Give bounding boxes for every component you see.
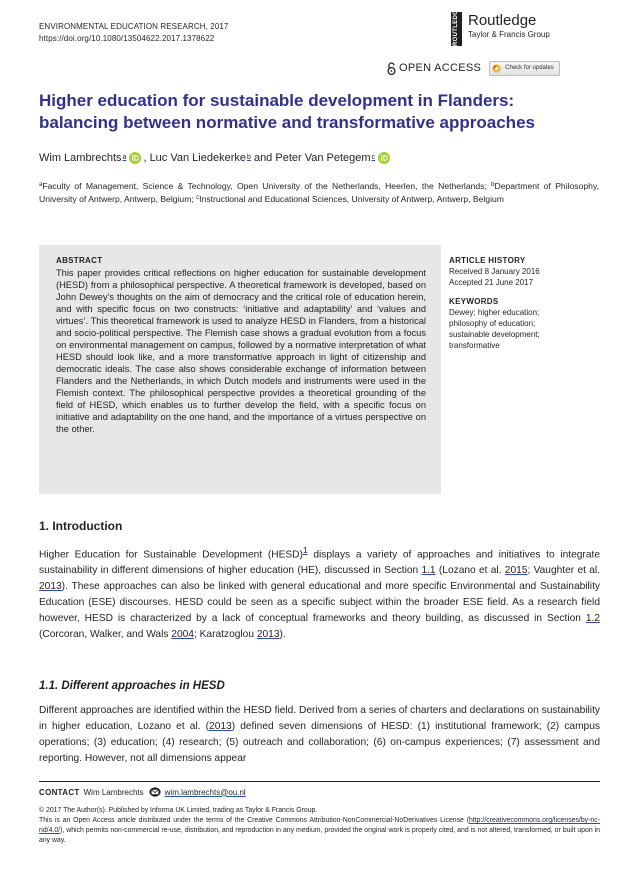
affiliation-marker: c xyxy=(196,195,200,201)
affiliation-marker: a xyxy=(39,182,43,188)
author-affiliation-marker[interactable]: c xyxy=(371,154,376,161)
author-name[interactable]: Luc Van Liedekerke xyxy=(149,152,246,164)
body-text-segment: ). These approaches can also be linked with general educational and more specific Environmental and Sustainability Education (ESE) discourses. HESD could be seen as a specific subject within the broader ESE field. As a research field however, HESD is characterized by a lack of conceptual frameworks and theory building, as discussed in Section xyxy=(39,581,600,625)
open-access-label: OPEN ACCESS xyxy=(399,62,482,74)
citation-link[interactable]: 2013 xyxy=(39,581,62,593)
abstract-text: This paper provides critical reflections on higher education for sustainable development (HESD) from a philosophical perspective. A theoretical framework is developed, based on John Dewey’s thoughts on the aim of democracy and the critical role of education herein, and with specific focus on two constructs: ‘initiative and adaptability’ and ‘values and virtues’. This theoretical framework is used to analyze HESD in Flanders, from a historical and socio-political perspective. The Flemish case shows a gradual evolution from a focus on environmental management on campus, followed by a normative interpretation of what HESD should look like, and a more transformative approach in light of citizenship and democratic ideals. The case also shows considerable exchange of information between Flanders and the Netherlands, in which Dutch models and instruments were used in the Flemish context. The philosophical perspective provides a theoretical grounding of the field of HESD, which enables us to further develop the field, with a specific focus on initiative and adaptability on the one hand, and the importance of a virtues perspective on the other. xyxy=(56,268,426,434)
check-for-updates-button[interactable] xyxy=(489,61,560,76)
article-info-column xyxy=(449,255,599,351)
crossmark-icon xyxy=(492,64,501,73)
introduction-paragraph xyxy=(39,542,600,643)
footer-license xyxy=(39,806,600,846)
section-link[interactable]: 1.1 xyxy=(421,565,436,577)
abstract-heading: ABSTRACT xyxy=(56,256,103,265)
keywords-line: sustainable development; xyxy=(449,330,540,339)
author-list xyxy=(39,151,392,165)
affiliation-text xyxy=(39,179,599,205)
publisher-group: Taylor & Francis Group xyxy=(468,30,550,39)
keywords-line: transformative xyxy=(449,341,500,350)
article-title-line-2: balancing between normative and transformative approaches xyxy=(39,113,535,132)
citation-link[interactable]: 2013 xyxy=(209,721,232,732)
publisher-name: Routledge xyxy=(468,12,537,29)
open-lock-icon xyxy=(387,62,396,75)
contact-row xyxy=(39,786,246,798)
section-heading-introduction: 1. Introduction xyxy=(39,519,123,533)
footer-divider xyxy=(39,781,600,782)
body-text-segment: ; Vaughter et al. xyxy=(527,565,600,577)
publisher-logo xyxy=(451,5,591,46)
article-title-line-1: Higher education for sustainable development in Flanders: xyxy=(39,91,515,110)
citation-link[interactable]: 2004 xyxy=(171,629,194,641)
author-separator: and xyxy=(250,152,276,164)
license-text-segment: This is an Open Access article distributed under the terms of the Creative Commons Attribution-NonCommercial-NoDerivatives License ( xyxy=(39,817,470,824)
affiliation-marker: b xyxy=(491,182,495,188)
license-text xyxy=(39,816,600,846)
author-separator: , xyxy=(143,152,150,164)
article-title xyxy=(39,90,599,134)
approaches-paragraph xyxy=(39,703,600,767)
author-affiliation-marker[interactable]: a xyxy=(122,154,127,161)
body-text-segment: displays a variety of approaches and initiatives to integrate sustainability in different dimensions of higher education (HE), discussed in Section xyxy=(39,549,600,577)
body-text-segment: ; Karatzoglou xyxy=(193,629,257,641)
journal-meta xyxy=(39,21,228,45)
publisher-logo-text xyxy=(468,12,550,40)
body-text-segment: (Corcoran, Walker, and Wals xyxy=(39,629,172,641)
check-for-updates-label: Check for updates xyxy=(505,65,554,71)
copyright-text: © 2017 The Author(s). Published by Informa UK Limited, trading as Taylor & Francis Group. xyxy=(39,807,318,814)
keywords-line: Dewey; higher education; xyxy=(449,308,540,317)
body-text-segment: ) defined seven dimensions of HESD: (1) institutional framework; (2) campus operations; (3) education; (4) research; (5) outreach and collaboration; (6) on-campus experiences; (7) assessment and reporting. However, not all dimensions appear xyxy=(39,721,600,764)
author-name[interactable]: Peter Van Petegem xyxy=(275,152,371,164)
accepted-date: Accepted 21 June 2017 xyxy=(449,278,534,287)
orcid-icon[interactable] xyxy=(129,152,141,164)
license-text-segment: ), which permits non-commercial re-use, distribution, and reproduction in any medium, provided the original work is properly cited, and is not altered, transformed, or built upon in any way. xyxy=(39,827,600,844)
keywords-heading: KEYWORDS xyxy=(449,297,499,306)
keywords-line: philosophy of education; xyxy=(449,319,536,328)
open-access-row xyxy=(387,60,560,76)
citation-link[interactable]: 2013 xyxy=(256,629,280,641)
body-text-segment: Higher Education for Sustainable Development (HESD) xyxy=(39,549,303,561)
contact-email-link[interactable]: wim.lambrechts@ou.nl xyxy=(164,787,246,797)
license-link[interactable]: http://creativecommons.org/licenses/by-nc-nd/4.0/ xyxy=(39,817,600,834)
body-text-segment: ). xyxy=(279,629,286,641)
section-link[interactable]: 1.2 xyxy=(585,613,600,625)
affiliation-b: Department of Philosophy, University of Antwerp, Antwerp, Belgium; xyxy=(39,181,599,204)
abstract-box xyxy=(39,245,441,494)
author-name[interactable]: Wim Lambrechts xyxy=(39,152,122,164)
contact-label: CONTACT xyxy=(39,787,80,797)
body-text-segment: Different approaches are identified within the HESD field. Derived from a series of charters and declarations on sustainability in higher education, Lozano et al. ( xyxy=(39,705,600,732)
subsection-heading-approaches: 1.1. Different approaches in HESD xyxy=(39,680,225,692)
footnote-link[interactable]: 1 xyxy=(302,545,308,555)
journal-name: ENVIRONMENTAL EDUCATION RESEARCH, 2017 xyxy=(39,22,229,31)
body-text-segment: (Lozano et al. xyxy=(435,565,505,577)
received-date: Received 8 January 2016 xyxy=(449,267,540,276)
contact-name: Wim Lambrechts xyxy=(83,787,144,797)
doi-link[interactable]: https://doi.org/10.1080/13504622.2017.1378622 xyxy=(39,34,215,43)
affiliation-c: Instructional and Educational Sciences, University of Antwerp, Antwerp, Belgium xyxy=(199,194,504,204)
author-affiliation-marker[interactable]: b xyxy=(246,154,251,161)
email-icon xyxy=(149,787,161,797)
citation-link[interactable]: 2015 xyxy=(504,565,528,577)
affiliation-a: Faculty of Management, Science & Technology, Open University of the Netherlands, Heerlen, the Netherlands; xyxy=(42,181,487,191)
routledge-mark-icon: ROUTLEDGE xyxy=(451,12,462,46)
article-history-heading: ARTICLE HISTORY xyxy=(449,256,526,265)
affiliations xyxy=(39,179,599,205)
orcid-icon[interactable] xyxy=(378,152,390,164)
